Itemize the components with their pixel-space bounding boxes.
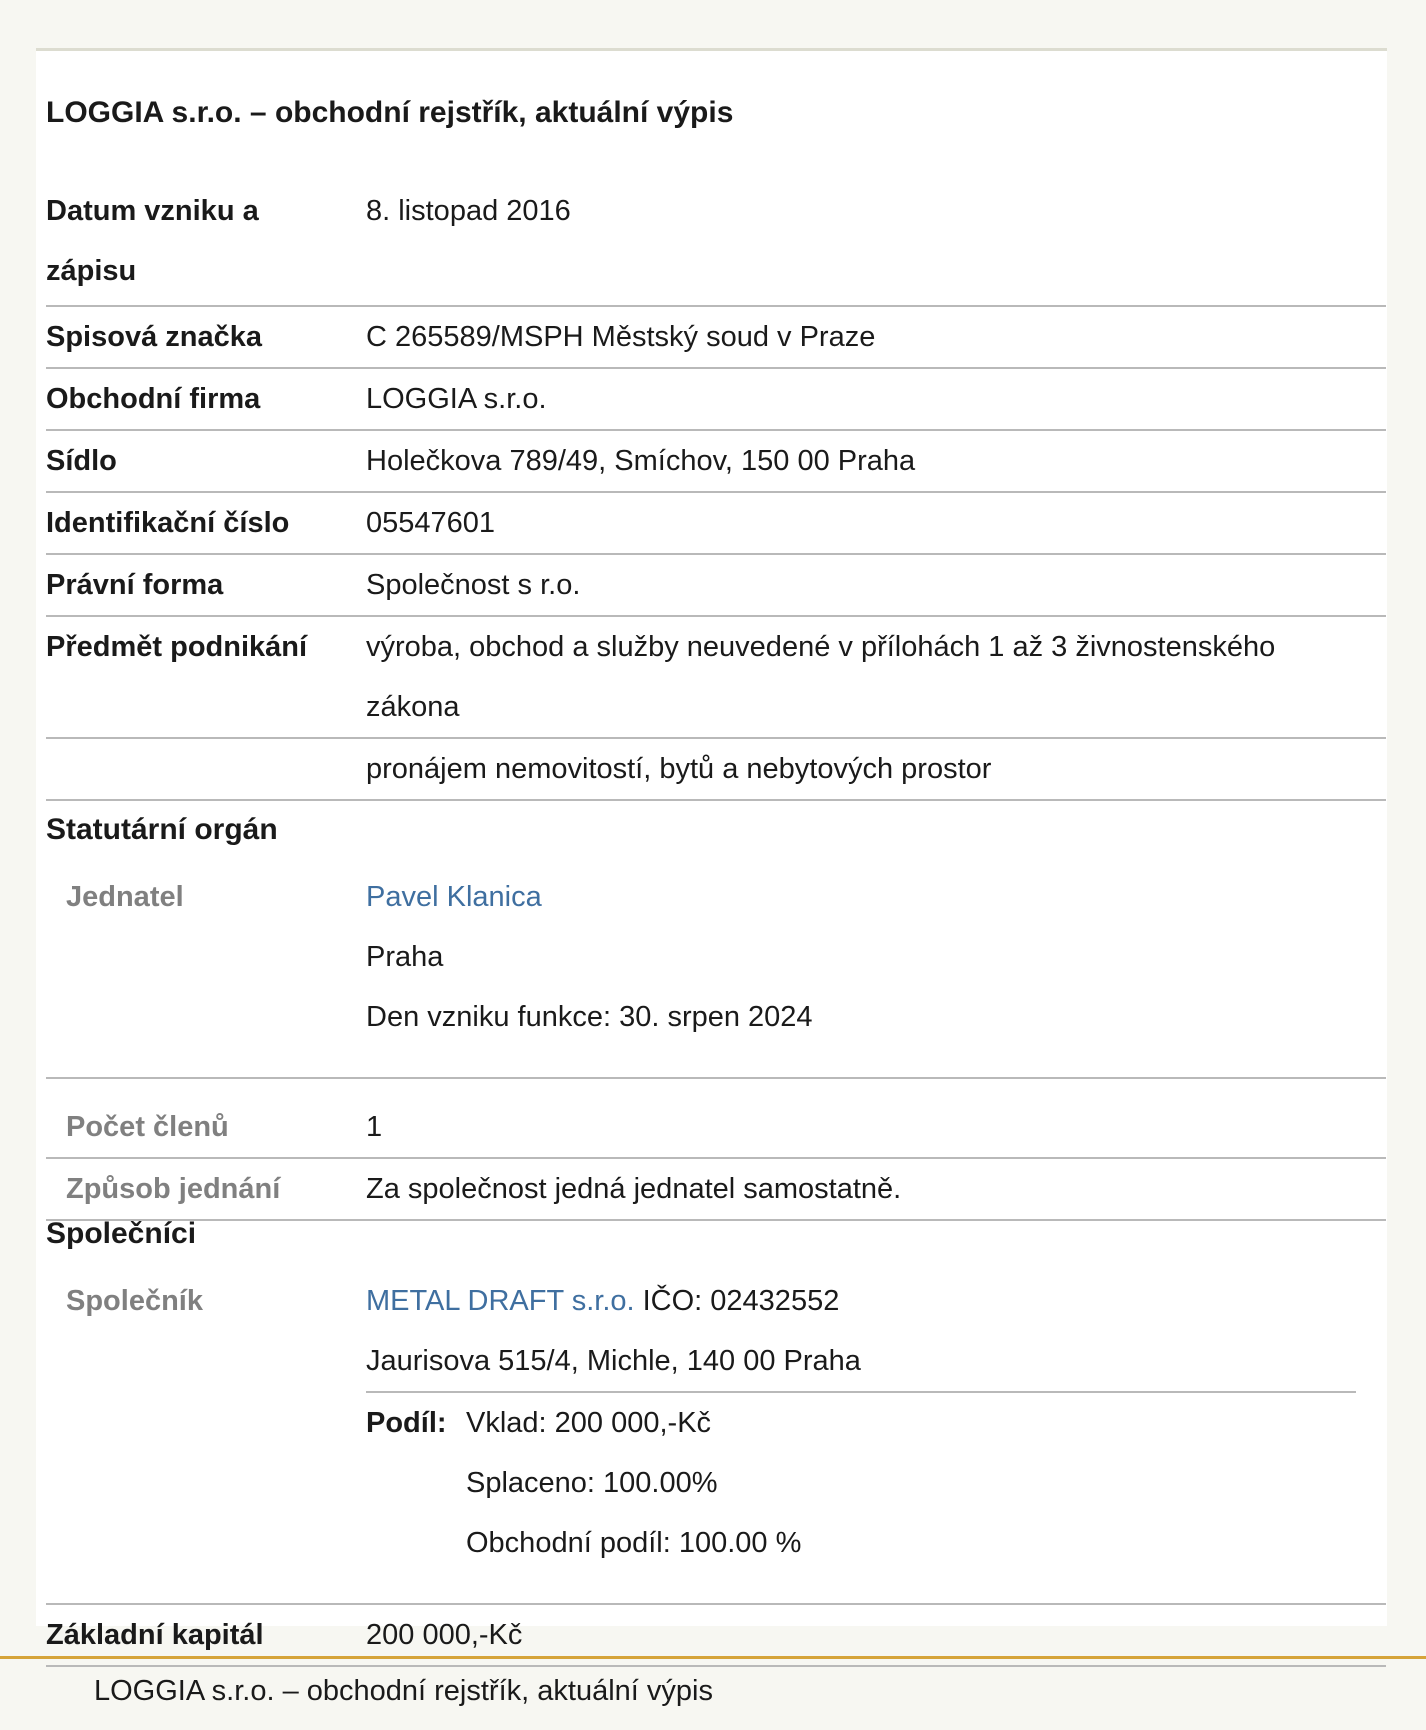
value-zpusob-jednani: Za společnost jedná jednatel samostatně. (366, 1173, 902, 1205)
value-pocet-clenu: 1 (366, 1111, 383, 1143)
value-jednatel (366, 867, 1366, 1047)
label-spisova-znacka: Spisová značka (46, 321, 262, 353)
row-jednatel (46, 867, 1386, 1079)
value-spolecnik (366, 1271, 1366, 1391)
podil-details (466, 1393, 801, 1573)
value-predmet-2: pronájem nemovitostí, bytů a nebytových prostor (366, 753, 992, 785)
page-title: LOGGIA s.r.o. – obchodní rejstřík, aktuální výpis (46, 96, 734, 129)
jednatel-link[interactable]: Pavel Klanica (366, 881, 542, 913)
podil-splaceno: Splaceno: 100.00% (466, 1467, 718, 1499)
row-obchodni-firma (46, 369, 1386, 431)
row-datum-vzniku (46, 181, 1386, 307)
label-jednatel: Jednatel (66, 881, 184, 913)
row-pocet-clenu (46, 1097, 1386, 1159)
label-predmet-podnikani: Předmět podnikání (46, 631, 308, 663)
row-predmet-podnikani (46, 617, 1386, 739)
spolecnik-ico: IČO: 02432552 (642, 1285, 840, 1317)
footer-divider (0, 1656, 1426, 1659)
label-zpusob-jednani: Způsob jednání (66, 1173, 281, 1205)
section-spolecnici: Společníci (46, 1217, 197, 1250)
value-sidlo: Holečkova 789/49, Smíchov, 150 00 Praha (366, 445, 916, 477)
jednatel-city: Praha (366, 941, 444, 973)
value-pravni-forma: Společnost s r.o. (366, 569, 581, 601)
value-zakladni-kapital: 200 000,-Kč (366, 1619, 523, 1651)
value-datum-vzniku: 8. listopad 2016 (366, 195, 571, 227)
row-spolecnik (46, 1271, 1386, 1605)
row-predmet-podnikani-2 (46, 739, 1386, 801)
label-pravni-forma: Právní forma (46, 569, 224, 601)
footer-title: LOGGIA s.r.o. – obchodní rejstřík, aktuální výpis (94, 1675, 713, 1707)
row-pravni-forma (46, 555, 1386, 617)
register-card (36, 48, 1387, 1651)
label-spolecnik: Společník (66, 1285, 203, 1317)
podil-label: Podíl: (366, 1407, 447, 1439)
label-identifikacni-cislo: Identifikační číslo (46, 507, 290, 539)
row-identifikacni-cislo (46, 493, 1386, 555)
row-sidlo (46, 431, 1386, 493)
value-identifikacni-cislo: 05547601 (366, 507, 496, 539)
spolecnik-link[interactable]: METAL DRAFT s.r.o. (366, 1285, 635, 1317)
label-obchodni-firma: Obchodní firma (46, 383, 261, 415)
label-datum-vzniku: Datum vzniku a zápisu (46, 195, 259, 287)
section-statutarni-organ: Statutární orgán (46, 813, 278, 846)
row-spisova-znacka (46, 307, 1386, 369)
jednatel-since: Den vzniku funkce: 30. srpen 2024 (366, 1001, 813, 1033)
podil-vklad: Vklad: 200 000,-Kč (466, 1407, 712, 1439)
podil-obchodni: Obchodní podíl: 100.00 % (466, 1527, 802, 1559)
label-pocet-clenu: Počet členů (66, 1111, 229, 1143)
value-obchodni-firma: LOGGIA s.r.o. (366, 383, 547, 415)
row-zpusob-jednani (46, 1159, 1386, 1221)
label-sidlo: Sídlo (46, 445, 117, 477)
value-spisova-znacka: C 265589/MSPH Městský soud v Praze (366, 321, 876, 353)
value-predmet-1: výroba, obchod a služby neuvedené v přílohách 1 až 3 živnostenského zákona (366, 631, 1276, 723)
label-zakladni-kapital: Základní kapitál (46, 1619, 264, 1651)
spolecnik-address: Jaurisova 515/4, Michle, 140 00 Praha (366, 1345, 861, 1377)
